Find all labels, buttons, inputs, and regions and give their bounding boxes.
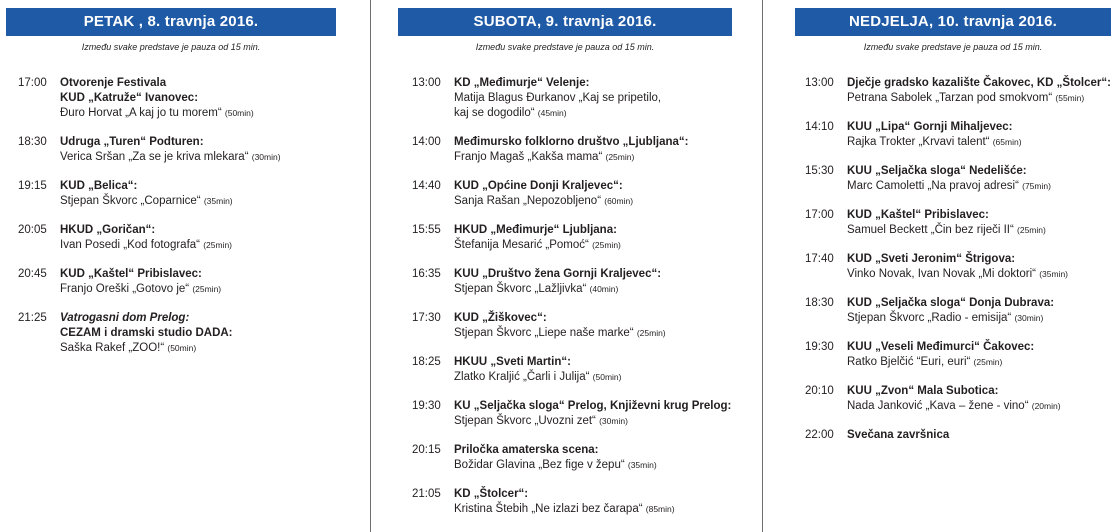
play-title: Đuro Horvat „A kaj jo tu morem“ [60, 107, 222, 119]
play-title: Ratko Bjelčić “Euri, euri“ [847, 356, 971, 368]
event-time: 17:00 [805, 209, 834, 221]
performer-text: HKUD „Međimurje“ Ljubljana: [454, 224, 617, 236]
performer-name [847, 120, 1111, 135]
schedule-entry [18, 76, 336, 121]
play-info [454, 326, 732, 341]
schedule-entry [412, 355, 732, 385]
play-title: Kristina Štebih „Ne izlazi bez čarapa“ [454, 503, 643, 515]
performer-name [454, 223, 732, 238]
duration: (35min) [627, 460, 657, 470]
duration: (25min) [203, 240, 233, 250]
play-title: Stjepan Škvorc „Radio - emisija“ [847, 312, 1012, 324]
event-time: 22:00 [805, 429, 834, 441]
duration: (40min) [589, 284, 619, 294]
event-time: 20:15 [412, 444, 441, 456]
performer-name [847, 76, 1111, 91]
play-title: Ivan Posedi „Kod fotografa“ [60, 239, 200, 251]
play-info [454, 370, 732, 385]
play-title: Stjepan Škvorc „Lažljivka“ [454, 283, 587, 295]
performer-text: KUU „Veseli Međimurci“ Čakovec: [847, 341, 1035, 353]
event-time: 13:00 [412, 77, 441, 89]
duration: (25min) [192, 284, 222, 294]
play-info [847, 179, 1111, 194]
play-title: Franjo Magaš „Kakša mama“ [454, 151, 603, 163]
schedule-entry [412, 223, 732, 253]
performer-name [847, 340, 1111, 355]
event-time: 17:40 [805, 253, 834, 265]
performer-name [454, 443, 732, 458]
play-info [847, 91, 1111, 106]
event-time: 15:55 [412, 224, 441, 236]
play-title: Marc Camoletti „Na pravoj adresi“ [847, 180, 1019, 192]
play-info [847, 267, 1111, 282]
schedule-entry [805, 340, 1111, 370]
schedule-entry [805, 76, 1111, 106]
event-time: 15:30 [805, 165, 834, 177]
schedule-entry [412, 179, 732, 209]
play-info [454, 194, 732, 209]
performer-name [847, 428, 1111, 443]
schedule-entry [412, 487, 732, 517]
performer-name [454, 487, 732, 502]
performer-name [454, 76, 732, 91]
performer-text: KUU „Seljačka sloga“ Nedelišće: [847, 165, 1027, 177]
play-info [454, 150, 732, 165]
play-title: Stjepan Škvorc „Coparnice“ [60, 195, 201, 207]
duration: (50min) [224, 108, 254, 118]
performer-text: KUD „Seljačka sloga“ Donja Dubrava: [847, 297, 1055, 309]
schedule-entry [18, 179, 336, 209]
duration: (25min) [1017, 225, 1046, 235]
performer-text: KUD „Sveti Jeronim“ Štrigova: [847, 253, 1016, 265]
duration: (50min) [167, 343, 197, 353]
performer-name [847, 252, 1111, 267]
play-info [60, 106, 336, 121]
event-time: 20:05 [18, 224, 47, 236]
play-info [847, 355, 1111, 370]
performer-name [60, 326, 336, 341]
play-title: kaj se dogodilo“ [454, 107, 535, 119]
performer-text: CEZAM i dramski studio DADA: [60, 327, 233, 339]
pause-note: Između svake predstave je pauza od 15 min. [475, 42, 655, 52]
performer-name [847, 164, 1111, 179]
play-info [60, 238, 336, 253]
duration: (55min) [1055, 93, 1085, 103]
play-title: Saška Rakef „ZOO!“ [60, 342, 165, 354]
play-title: Samuel Beckett „Čin bez riječi II“ [847, 224, 1014, 236]
day-column-saturday [398, 0, 732, 532]
duration: (85min) [645, 504, 675, 514]
event-time: 17:00 [18, 77, 47, 89]
event-time: 21:25 [18, 312, 47, 324]
play-info [454, 502, 732, 517]
pause-note: Između svake predstave je pauza od 15 min. [863, 42, 1043, 52]
schedule-entry [805, 384, 1111, 414]
event-time: 14:00 [412, 136, 441, 148]
column-divider-left [370, 0, 371, 532]
play-title: Franjo Oreški „Gotovo je“ [60, 283, 190, 295]
duration: (35min) [203, 196, 233, 206]
schedule-entry [412, 399, 732, 429]
schedule-entry [412, 311, 732, 341]
day-column-sunday [795, 0, 1111, 532]
performer-text: Dječje gradsko kazalište Čakovec, KD „Štolcer“: [847, 77, 1111, 89]
event-time: 17:30 [412, 312, 441, 324]
play-title: Matija Blagus Đurkanov „Kaj se pripetilo, [454, 92, 662, 104]
event-time: 19:30 [412, 400, 441, 412]
performer-name [60, 311, 336, 326]
event-time: 14:10 [805, 121, 834, 133]
schedule-entry [805, 164, 1111, 194]
play-title: Rajka Trokter „Krvavi talent“ [847, 136, 990, 148]
duration: (50min) [592, 372, 622, 382]
duration: (25min) [605, 152, 635, 162]
performer-text: KD „Međimurje“ Velenje: [454, 77, 590, 89]
duration: (75min) [1022, 181, 1051, 191]
performer-text: KUU „Zvon“ Mala Subotica: [847, 385, 999, 397]
schedule-entry [412, 267, 732, 297]
play-title: Sanja Rašan „Nepozobljeno“ [454, 195, 602, 207]
performer-name [60, 267, 336, 282]
performer-name [454, 399, 732, 414]
duration: (30min) [599, 416, 628, 426]
day-column-friday [6, 0, 336, 532]
event-time: 20:10 [805, 385, 834, 397]
duration: (25min) [973, 357, 1003, 367]
schedule-entry [412, 135, 732, 165]
schedule-entry [805, 296, 1111, 326]
play-title: Štefanija Mesarić „Pomoć“ [454, 239, 589, 251]
duration: (60min) [604, 196, 634, 206]
schedule-entry [805, 120, 1111, 150]
performer-name [60, 91, 336, 106]
performer-name [60, 179, 336, 194]
performer-name [847, 296, 1111, 311]
duration: (30min) [251, 152, 281, 162]
performer-name [454, 267, 732, 282]
performer-name [454, 179, 732, 194]
event-time: 18:30 [805, 297, 834, 309]
play-title: Stjepan Škvorc „Uvozni zet“ [454, 415, 596, 427]
event-time: 16:35 [412, 268, 441, 280]
schedule-entry [805, 428, 1111, 443]
performer-text: KUD „Belica“: [60, 180, 138, 192]
duration: (20min) [1031, 401, 1061, 411]
performer-name [454, 311, 732, 326]
performer-name [60, 223, 336, 238]
performer-text: KUU „Društvo žena Gornji Kraljevec“: [454, 268, 662, 280]
play-title: Nada Janković „Kava – žene - vino“ [847, 400, 1029, 412]
column-divider-right [762, 0, 763, 532]
duration: (30min) [1014, 313, 1044, 323]
event-time: 20:45 [18, 268, 47, 280]
schedule-entry [412, 76, 732, 121]
pause-note: Između svake predstave je pauza od 15 min. [81, 42, 261, 52]
play-info [60, 341, 336, 356]
play-title: Verica Sršan „Za se je kriva mlekara“ [60, 151, 249, 163]
schedule-entry [18, 223, 336, 253]
play-info [454, 414, 732, 429]
duration: (65min) [992, 137, 1022, 147]
play-title: Stjepan Škvorc „Liepe naše marke“ [454, 327, 634, 339]
play-info [454, 91, 732, 106]
event-time: 14:40 [412, 180, 441, 192]
performer-text: Međimursko folklorno društvo „Ljubljana“: [454, 136, 689, 148]
schedule-entry [18, 311, 336, 356]
schedule-entry [18, 135, 336, 165]
play-info [847, 399, 1111, 414]
performer-text: KU „Seljačka sloga“ Prelog, Književni krug Prelog: [454, 400, 732, 412]
play-info [60, 150, 336, 165]
duration: (25min) [636, 328, 666, 338]
event-time: 19:30 [805, 341, 834, 353]
play-info [60, 282, 336, 297]
performer-text: Udruga „Turen“ Podturen: [60, 136, 204, 148]
performer-text: KUD „Žiškovec“: [454, 312, 547, 324]
performer-text: KUD „Općine Donji Kraljevec“: [454, 180, 623, 192]
play-title: Božidar Glavina „Bez fige v žepu“ [454, 459, 625, 471]
schedule-entry [805, 252, 1111, 282]
performer-text: Priločka amaterska scena: [454, 444, 599, 456]
schedule-entry [805, 208, 1111, 238]
performer-text: KUD „Katruže“ Ivanovec: [60, 92, 199, 104]
performer-name [454, 135, 732, 150]
performer-text: Vatrogasni dom Prelog: [60, 312, 190, 324]
performer-text: Svečana završnica [847, 429, 950, 441]
duration: (35min) [1039, 269, 1068, 279]
performer-name [847, 384, 1111, 399]
performer-text: HKUD „Goričan“: [60, 224, 156, 236]
play-info [454, 238, 732, 253]
play-info [454, 458, 732, 473]
play-title: Zlatko Kraljić „Čarli i Julija“ [454, 371, 590, 383]
play-info [847, 223, 1111, 238]
performer-text: KUU „Lipa“ Gornji Mihaljevec: [847, 121, 1013, 133]
play-info [847, 135, 1111, 150]
play-info [454, 106, 732, 121]
event-time: 18:25 [412, 356, 441, 368]
performer-text: KUD „Kaštel“ Pribislavec: [847, 209, 989, 221]
performer-text: KUD „Kaštel“ Pribislavec: [60, 268, 202, 280]
event-time: 13:00 [805, 77, 834, 89]
day-header: NEDJELJA, 10. travnja 2016. [795, 8, 1111, 36]
performer-name [847, 208, 1111, 223]
day-header: SUBOTA, 9. travnja 2016. [398, 8, 732, 36]
event-time: 18:30 [18, 136, 47, 148]
duration: (45min) [537, 108, 567, 118]
play-title: Vinko Novak, Ivan Novak „Mi doktori“ [847, 268, 1036, 280]
schedule-entry [18, 267, 336, 297]
performer-name [60, 135, 336, 150]
duration: (25min) [592, 240, 621, 250]
performer-text: HKUU „Sveti Martin“: [454, 356, 571, 368]
day-header: PETAK , 8. travnja 2016. [6, 8, 336, 36]
performer-text: KD „Štolcer“: [454, 488, 529, 500]
play-info [454, 282, 732, 297]
play-info [847, 311, 1111, 326]
event-time: 21:05 [412, 488, 441, 500]
play-info [60, 194, 336, 209]
event-time: 19:15 [18, 180, 47, 192]
schedule-entry [412, 443, 732, 473]
performer-text: Otvorenje Festivala [60, 77, 167, 89]
performer-name [454, 355, 732, 370]
performer-name [60, 76, 336, 91]
play-title: Petrana Sabolek „Tarzan pod smokvom“ [847, 92, 1053, 104]
